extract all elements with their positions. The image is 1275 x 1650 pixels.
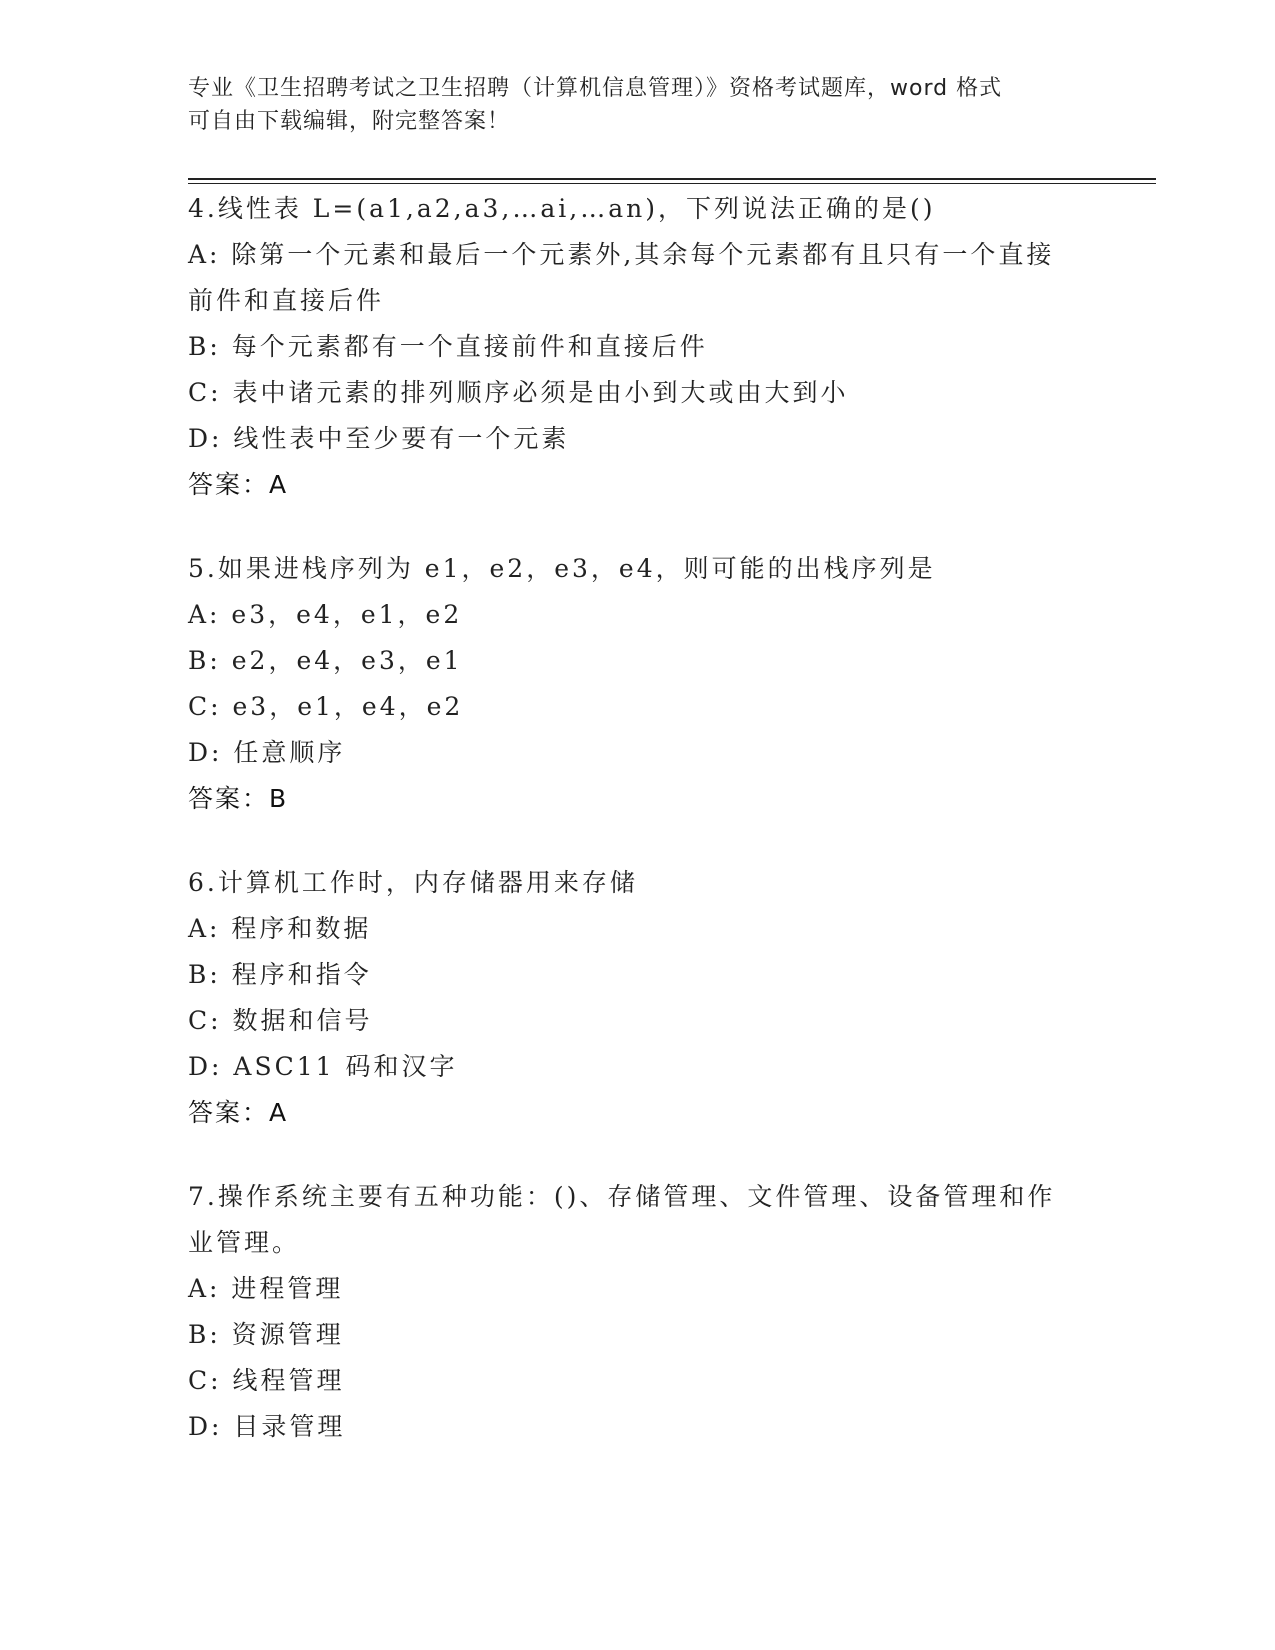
option-c: C: e3，e1，e4，e2 xyxy=(188,692,464,721)
question-stem: 5.如果进栈序列为 e1，e2，e3，e4，则可能的出栈序列是 xyxy=(188,554,936,583)
option-a: A: 进程管理 xyxy=(188,1274,344,1303)
option-c: C: 表中诸元素的排列顺序必须是由小到大或由大到小 xyxy=(188,378,849,407)
question-7 xyxy=(188,1174,1068,1450)
option-b: B: 资源管理 xyxy=(188,1320,344,1349)
option-b: B: 每个元素都有一个直接前件和直接后件 xyxy=(188,332,708,361)
option-a: A: 除第一个元素和最后一个元素外,其余每个元素都有且只有一个直接前件和直接后件 xyxy=(188,240,1055,315)
option-c: C: 数据和信号 xyxy=(188,1006,373,1035)
answer-line: 答案：B xyxy=(188,784,289,813)
header-rule-thick xyxy=(188,178,1156,180)
header-line-1: 专业《卫生招聘考试之卫生招聘（计算机信息管理）》资格考试题库，word 格式 xyxy=(188,76,1003,101)
option-d: D: 任意顺序 xyxy=(188,738,346,767)
header-line-2: 可自由下载编辑，附完整答案！ xyxy=(188,109,511,134)
question-6 xyxy=(188,860,1068,1136)
option-d: D: 线性表中至少要有一个元素 xyxy=(188,424,570,453)
option-a: A: 程序和数据 xyxy=(188,914,372,943)
question-stem: 4.线性表 L=(a1,a2,a3,…ai,…an)，下列说法正确的是() xyxy=(188,194,936,223)
document-header xyxy=(188,72,1068,138)
question-stem: 7.操作系统主要有五种功能：()、存储管理、文件管理、设备管理和作业管理。 xyxy=(188,1182,1056,1257)
question-5 xyxy=(188,546,1068,822)
option-b: B: 程序和指令 xyxy=(188,960,372,989)
option-a: A: e3，e4，e1，e2 xyxy=(188,600,463,629)
question-4 xyxy=(188,186,1068,508)
option-c: C: 线程管理 xyxy=(188,1366,345,1395)
answer-line: 答案：A xyxy=(188,470,289,499)
question-list xyxy=(188,186,1068,1488)
question-stem: 6.计算机工作时，内存储器用来存储 xyxy=(188,868,638,897)
answer-line: 答案：A xyxy=(188,1098,289,1127)
option-d: D: ASC11 码和汉字 xyxy=(188,1052,458,1081)
option-d: D: 目录管理 xyxy=(188,1412,346,1441)
option-b: B: e2，e4，e3，e1 xyxy=(188,646,463,675)
header-rule-thin xyxy=(188,183,1156,184)
